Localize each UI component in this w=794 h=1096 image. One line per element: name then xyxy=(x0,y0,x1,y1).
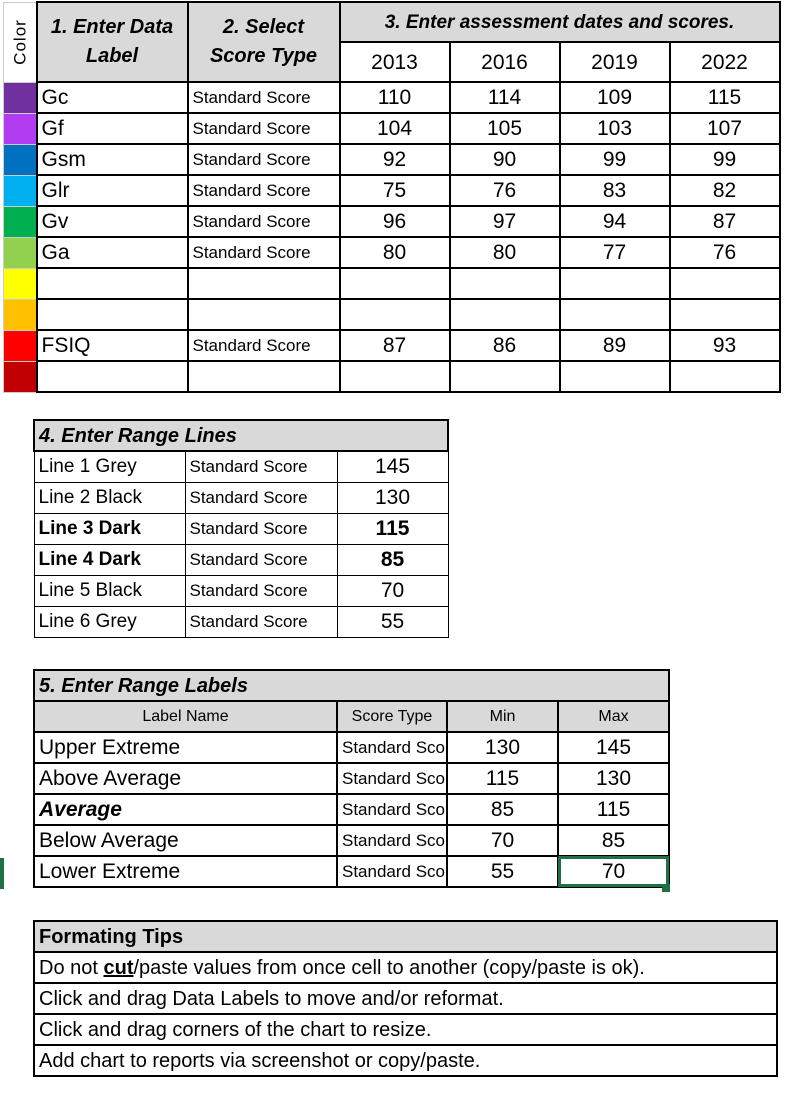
data-label-cell[interactable]: Gf xyxy=(37,113,188,144)
range-line-value[interactable]: 145 xyxy=(337,451,448,482)
score-type-header: 2. Select Score Type xyxy=(188,2,340,82)
range-label-row xyxy=(34,794,669,825)
range-line-score-type[interactable]: Standard Score xyxy=(185,451,337,482)
data-row xyxy=(4,144,780,175)
score-cell[interactable]: 76 xyxy=(670,237,780,268)
score-type-cell[interactable]: Standard Score xyxy=(188,144,340,175)
score-type-cell[interactable]: Standard Score xyxy=(188,330,340,361)
range-lines-table xyxy=(33,419,449,638)
score-cell[interactable]: 97 xyxy=(450,206,560,237)
score-cell[interactable]: 80 xyxy=(450,237,560,268)
min-column-header: Min xyxy=(447,701,558,732)
tip-line: Click and drag Data Labels to move and/or reformat. xyxy=(34,983,777,1014)
score-cell[interactable]: 115 xyxy=(670,82,780,113)
data-row xyxy=(4,330,780,361)
tip-line: Click and drag corners of the chart to resize. xyxy=(34,1014,777,1045)
range-label-min[interactable]: 115 xyxy=(447,763,558,794)
score-cell[interactable] xyxy=(450,268,560,299)
score-cell[interactable] xyxy=(450,299,560,330)
range-label-min[interactable]: 55 xyxy=(447,856,558,887)
score-type-cell[interactable]: Standard Score xyxy=(188,206,340,237)
score-cell[interactable] xyxy=(450,361,560,392)
score-cell[interactable] xyxy=(560,268,670,299)
score-type-cell[interactable] xyxy=(188,268,340,299)
range-line-row xyxy=(34,451,448,482)
range-line-label[interactable]: Line 2 Black xyxy=(34,482,185,513)
score-cell[interactable]: 83 xyxy=(560,175,670,206)
data-label-cell[interactable]: Glr xyxy=(37,175,188,206)
data-entry-table xyxy=(3,1,781,393)
data-label-header: 1. Enter Data Label xyxy=(37,2,188,82)
range-line-score-type[interactable]: Standard Score xyxy=(185,606,337,637)
score-cell[interactable]: 80 xyxy=(340,237,450,268)
score-cell[interactable]: 92 xyxy=(340,144,450,175)
score-type-cell[interactable]: Standard Score xyxy=(188,237,340,268)
range-label-max[interactable]: 130 xyxy=(558,763,669,794)
score-type-cell[interactable]: Standard Score xyxy=(188,175,340,206)
range-line-row xyxy=(34,575,448,606)
score-cell[interactable]: 114 xyxy=(450,82,560,113)
data-label-cell[interactable] xyxy=(37,299,188,330)
range-line-score-type[interactable]: Standard Score xyxy=(185,575,337,606)
score-cell[interactable]: 94 xyxy=(560,206,670,237)
color-swatch xyxy=(4,113,37,144)
formatting-tips-table xyxy=(33,920,778,1077)
data-label-cell[interactable]: Ga xyxy=(37,237,188,268)
range-label-row xyxy=(34,732,669,763)
range-line-row xyxy=(34,544,448,575)
score-cell[interactable]: 109 xyxy=(560,82,670,113)
score-cell[interactable] xyxy=(340,299,450,330)
data-row xyxy=(4,237,780,268)
range-line-value[interactable]: 85 xyxy=(337,544,448,575)
tips-header: Formating Tips xyxy=(34,921,777,952)
range-line-value[interactable]: 55 xyxy=(337,606,448,637)
year-cell[interactable]: 2013 xyxy=(340,42,450,82)
score-type-cell[interactable] xyxy=(188,361,340,392)
score-cell[interactable]: 99 xyxy=(560,144,670,175)
range-label-score-type[interactable]: Standard Sco xyxy=(337,825,447,856)
assessment-dates-header: 3. Enter assessment dates and scores. xyxy=(340,2,780,42)
range-line-score-type[interactable]: Standard Score xyxy=(185,544,337,575)
range-label-score-type[interactable]: Standard Sco xyxy=(337,732,447,763)
score-type-cell[interactable] xyxy=(188,299,340,330)
score-cell[interactable]: 90 xyxy=(450,144,560,175)
year-cell[interactable]: 2019 xyxy=(560,42,670,82)
color-swatch xyxy=(4,144,37,175)
range-label-name[interactable]: Lower Extreme xyxy=(34,856,337,887)
range-lines-header: 4. Enter Range Lines xyxy=(34,420,448,451)
score-cell[interactable]: 103 xyxy=(560,113,670,144)
score-cell[interactable] xyxy=(340,361,450,392)
range-label-name[interactable]: Above Average xyxy=(34,763,337,794)
score-cell[interactable]: 77 xyxy=(560,237,670,268)
range-label-score-type[interactable]: Standard Sco xyxy=(337,794,447,825)
score-cell[interactable]: 99 xyxy=(670,144,780,175)
range-label-row xyxy=(34,825,669,856)
color-swatch xyxy=(4,268,37,299)
range-label-name[interactable]: Average xyxy=(34,794,337,825)
data-label-cell[interactable]: Gc xyxy=(37,82,188,113)
fill-handle[interactable] xyxy=(662,884,670,892)
score-cell[interactable] xyxy=(560,361,670,392)
range-line-value[interactable]: 115 xyxy=(337,513,448,544)
range-label-name[interactable]: Upper Extreme xyxy=(34,732,337,763)
max-column-header: Max xyxy=(558,701,669,732)
data-row xyxy=(4,82,780,113)
score-cell[interactable]: 105 xyxy=(450,113,560,144)
tip-line: Add chart to reports via screenshot or copy/paste. xyxy=(34,1045,777,1076)
range-label-max[interactable]: 85 xyxy=(558,825,669,856)
range-line-label[interactable]: Line 3 Dark xyxy=(34,513,185,544)
range-label-min[interactable]: 70 xyxy=(447,825,558,856)
row-selection-marker xyxy=(0,858,4,889)
color-swatch xyxy=(4,82,37,113)
score-cell[interactable] xyxy=(670,361,780,392)
data-row xyxy=(4,268,780,299)
label-name-column-header: Label Name xyxy=(34,701,337,732)
score-type-column-header: Score Type xyxy=(337,701,447,732)
score-cell[interactable]: 75 xyxy=(340,175,450,206)
range-line-row xyxy=(34,606,448,637)
score-cell[interactable]: 104 xyxy=(340,113,450,144)
data-label-cell[interactable] xyxy=(37,268,188,299)
range-label-name[interactable]: Below Average xyxy=(34,825,337,856)
range-label-row xyxy=(34,856,669,887)
range-line-row xyxy=(34,513,448,544)
range-label-max[interactable]: 70 xyxy=(558,856,669,887)
color-swatch xyxy=(4,175,37,206)
range-label-min[interactable]: 85 xyxy=(447,794,558,825)
score-cell[interactable]: 76 xyxy=(450,175,560,206)
range-label-score-type[interactable]: Standard Sco xyxy=(337,763,447,794)
data-row xyxy=(4,206,780,237)
score-type-cell[interactable]: Standard Score xyxy=(188,82,340,113)
color-swatch xyxy=(4,237,37,268)
range-line-label[interactable]: Line 6 Grey xyxy=(34,606,185,637)
score-cell[interactable] xyxy=(670,299,780,330)
score-cell[interactable]: 86 xyxy=(450,330,560,361)
range-line-label[interactable]: Line 5 Black xyxy=(34,575,185,606)
score-cell[interactable] xyxy=(340,268,450,299)
score-cell[interactable]: 107 xyxy=(670,113,780,144)
range-line-value[interactable]: 130 xyxy=(337,482,448,513)
data-row xyxy=(4,175,780,206)
score-cell[interactable]: 87 xyxy=(340,330,450,361)
score-cell[interactable] xyxy=(560,299,670,330)
color-swatch xyxy=(4,361,37,392)
score-cell[interactable]: 82 xyxy=(670,175,780,206)
range-line-label[interactable]: Line 4 Dark xyxy=(34,544,185,575)
year-cell[interactable]: 2016 xyxy=(450,42,560,82)
range-line-score-type[interactable]: Standard Score xyxy=(185,513,337,544)
range-label-max[interactable]: 145 xyxy=(558,732,669,763)
range-line-value[interactable]: 70 xyxy=(337,575,448,606)
score-cell[interactable]: 96 xyxy=(340,206,450,237)
color-swatch xyxy=(4,206,37,237)
range-line-row xyxy=(34,482,448,513)
data-label-cell[interactable]: FSIQ xyxy=(37,330,188,361)
range-labels-header: 5. Enter Range Labels xyxy=(34,670,669,701)
range-label-max[interactable]: 115 xyxy=(558,794,669,825)
score-cell[interactable]: 93 xyxy=(670,330,780,361)
range-label-row xyxy=(34,763,669,794)
color-column-header: Color xyxy=(4,2,37,82)
score-cell[interactable]: 87 xyxy=(670,206,780,237)
color-swatch xyxy=(4,299,37,330)
range-line-score-type[interactable]: Standard Score xyxy=(185,482,337,513)
year-cell[interactable]: 2022 xyxy=(670,42,780,82)
range-labels-table xyxy=(33,669,670,888)
data-row xyxy=(4,361,780,392)
score-cell[interactable] xyxy=(670,268,780,299)
data-row xyxy=(4,113,780,144)
color-swatch xyxy=(4,330,37,361)
range-label-score-type[interactable]: Standard Sco xyxy=(337,856,447,887)
data-label-cell[interactable]: Gsm xyxy=(37,144,188,175)
score-cell[interactable]: 89 xyxy=(560,330,670,361)
data-row xyxy=(4,299,780,330)
data-label-cell[interactable]: Gv xyxy=(37,206,188,237)
tip-line: Do not cut/paste values from once cell to another (copy/paste is ok). xyxy=(34,952,777,983)
score-type-cell[interactable]: Standard Score xyxy=(188,113,340,144)
data-label-cell[interactable] xyxy=(37,361,188,392)
range-line-label[interactable]: Line 1 Grey xyxy=(34,451,185,482)
score-cell[interactable]: 110 xyxy=(340,82,450,113)
range-label-min[interactable]: 130 xyxy=(447,732,558,763)
